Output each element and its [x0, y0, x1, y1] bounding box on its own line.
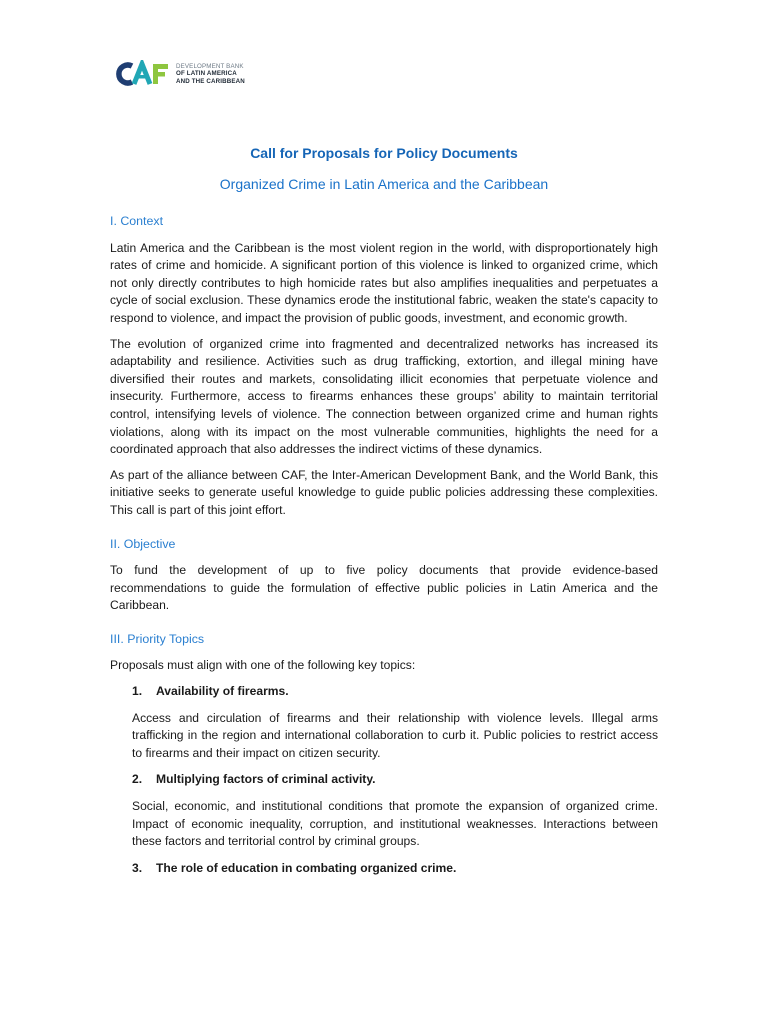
- topic-number: 2.: [132, 772, 143, 787]
- tagline-line-3: AND THE CARIBBEAN: [176, 77, 245, 85]
- topic-title-text: Availability of firearms.: [156, 684, 289, 699]
- topic-number: 3.: [132, 860, 143, 875]
- document-subtitle: Organized Crime in Latin America and the Caribbean: [219, 176, 549, 192]
- tagline-line-2: OF LATIN AMERICA: [176, 70, 237, 78]
- priority-intro: Proposals must align with one of the following key topics:: [110, 658, 416, 673]
- topic-number: 1.: [132, 684, 143, 699]
- topic-title-text: The role of education in combating organized crime.: [156, 860, 457, 875]
- caf-logo: [116, 60, 245, 88]
- caf-logo-icon: [116, 60, 170, 88]
- topic-title: [132, 771, 658, 789]
- logo-tagline: [176, 63, 245, 86]
- context-paragraph: The evolution of organized crime into fragmented and decentralized networks has increased its adaptability and resilience. Activities such as drug trafficking, extortion, and illegal mining have diversified their routes and markets, consolidating illicit economies that perpetuate violence and insecurity. Furthermore, access to firearms enhances these groups’ ability to maintain territorial control, intensifying levels of violence. The connection between organized crime and human rights violations, along with its impact on the most vulnerable communities, highlights the need for a coordinated approach that also addresses the indirect victims of these dynamics.: [110, 336, 658, 457]
- topic-description: Social, economic, and institutional conditions that promote the expansion of organized crime. Impact of economic inequality, corruption, and institutional weaknesses. Interactions between these factors and territorial control by criminal groups.: [132, 799, 658, 849]
- topic-title: [132, 860, 658, 878]
- section-heading-context: I. Context: [110, 214, 164, 228]
- topic-description: Access and circulation of firearms and their relationship with violence levels. Illegal arms trafficking in the region and international collaboration to curb it. Public policies to restrict access to firearms and their impact on citizen security.: [132, 710, 658, 760]
- section-heading-objective: II. Objective: [110, 536, 176, 551]
- tagline-line-1: DEVELOPMENT BANK: [176, 62, 244, 70]
- context-paragraph: As part of the alliance between CAF, the Inter-American Development Bank, and the World Bank, this initiative seeks to generate useful knowledge to guide public policies addressing these complexities. This call is part of this joint effort.: [110, 467, 658, 517]
- document-body: [110, 213, 658, 886]
- section-heading-priority-topics: III. Priority Topics: [110, 631, 205, 646]
- topic-title: [132, 683, 658, 701]
- document-title: Call for Proposals for Policy Documents: [250, 145, 518, 161]
- objective-paragraph: To fund the development of up to five policy documents that provide evidence-based recommendations to guide the formulation of effective public policies in Latin America and the Caribbean.: [110, 563, 658, 613]
- topic-title-text: Multiplying factors of criminal activity.: [156, 772, 376, 787]
- context-paragraph: Latin America and the Caribbean is the most violent region in the world, with disproportionately high rates of crime and homicide. A significant portion of this violence is linked to organized crime, which not only directly contributes to high homicide rates but also amplifies inequalities and perpetuates a cycle of social exclusion. These dynamics erode the institutional fabric, weaken the state's capacity to respond to violence, and impact the provision of public goods, investment, and economic growth.: [110, 240, 658, 325]
